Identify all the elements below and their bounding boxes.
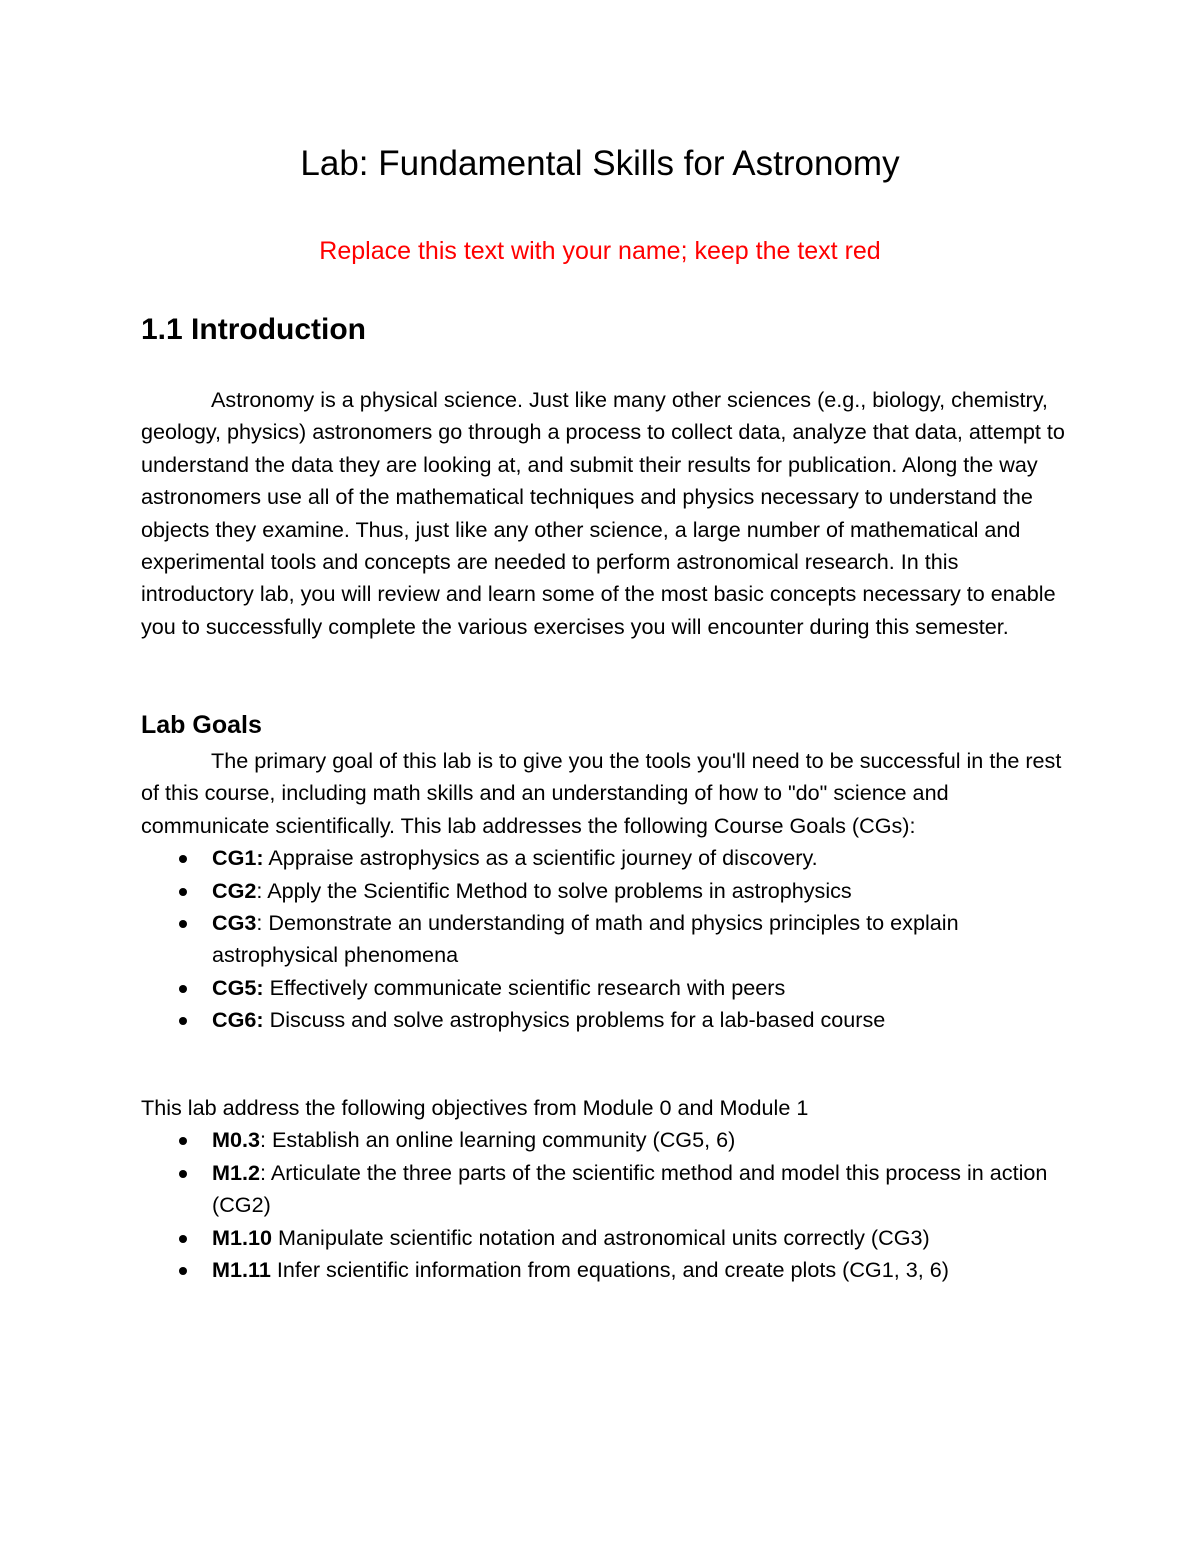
lab-goals-section (141, 745, 1066, 1037)
goal-text: Effectively communicate scientific research with peers (263, 974, 786, 1000)
objective-text: : Establish an online learning community (CG5, 6) (260, 1127, 736, 1153)
objective-code: M1.11 (212, 1257, 271, 1283)
objectives-list (141, 1124, 1066, 1286)
objective-code: M1.10 (212, 1224, 273, 1250)
bullet-icon (179, 1017, 187, 1025)
bullet-icon (179, 920, 187, 928)
list-item-cg5 (141, 972, 1066, 1004)
objectives-intro: This lab address the following objectives from Module 0 and Module 1 (141, 1095, 809, 1120)
list-item-cg2 (141, 875, 1066, 907)
introduction-paragraph: Astronomy is a physical science. Just like many other sciences (e.g., biology, chemistry, geology, physics) astronomers go through a process to collect data, analyze that data, attempt to understand the data they are looking at, and submit their results for publication. Along the way astronomers use all of the mathematical techniques and physics necessary to understand the objects they examine. Thus, just like any other science, a large number of mathematical and experimental tools and concepts are needed to perform astronomical research. In this introductory lab, you will review and learn some of the most basic concepts necessary to enable you to successfully complete the various exercises you will encounter during this semester. (141, 387, 1065, 639)
goal-text: Discuss and solve astrophysics problems for a lab-based course (263, 1007, 886, 1033)
goal-code: CG5: (212, 974, 264, 1000)
list-item-m1-2 (141, 1157, 1066, 1222)
course-goals-list (141, 842, 1066, 1036)
list-item-cg1 (141, 842, 1066, 874)
lab-goals-paragraph: The primary goal of this lab is to give you the tools you'll need to be successful in the rest of this course, including math skills and an understanding of how to "do" science and communicate scientifically. This lab addresses the following Course Goals (CGs): (141, 748, 1062, 838)
section-heading-introduction: 1.1 Introduction (141, 313, 366, 346)
goal-code: CG6: (212, 1007, 264, 1033)
bullet-icon (179, 1235, 187, 1243)
objective-text: : Articulate the three parts of the scientific method and model this process in action (CG2) (212, 1159, 1048, 1218)
goal-text: Appraise astrophysics as a scientific journey of discovery. (263, 845, 818, 871)
student-name-placeholder: Replace this text with your name; keep the text red (319, 237, 881, 265)
objective-code: M0.3 (212, 1127, 261, 1153)
list-item-m0-3 (141, 1124, 1066, 1156)
list-item-m1-11 (141, 1254, 1066, 1286)
list-item-cg6 (141, 1004, 1066, 1036)
objectives-section (141, 1092, 1066, 1286)
goal-text: : Demonstrate an understanding of math and physics principles to explain astrophysical phenomena (212, 910, 959, 968)
list-item-cg3 (141, 907, 1066, 972)
bullet-icon (179, 855, 187, 863)
bullet-icon (179, 985, 187, 993)
goal-text: : Apply the Scientific Method to solve problems in astrophysics (256, 877, 852, 903)
objective-code: M1.2 (212, 1159, 261, 1185)
bullet-icon (179, 1170, 187, 1178)
list-item-m1-10 (141, 1222, 1066, 1254)
goal-code: CG2 (212, 877, 257, 903)
objective-text: Infer scientific information from equations, and create plots (CG1, 3, 6) (270, 1257, 949, 1283)
bullet-icon (179, 888, 187, 896)
bullet-icon (179, 1267, 187, 1275)
objective-text: Manipulate scientific notation and astronomical units correctly (CG3) (272, 1224, 930, 1250)
goal-code: CG3 (212, 910, 257, 936)
bullet-icon (179, 1137, 187, 1145)
goal-code: CG1: (212, 845, 264, 871)
document-title: Lab: Fundamental Skills for Astronomy (300, 144, 900, 183)
lab-goals-heading: Lab Goals (141, 711, 262, 739)
